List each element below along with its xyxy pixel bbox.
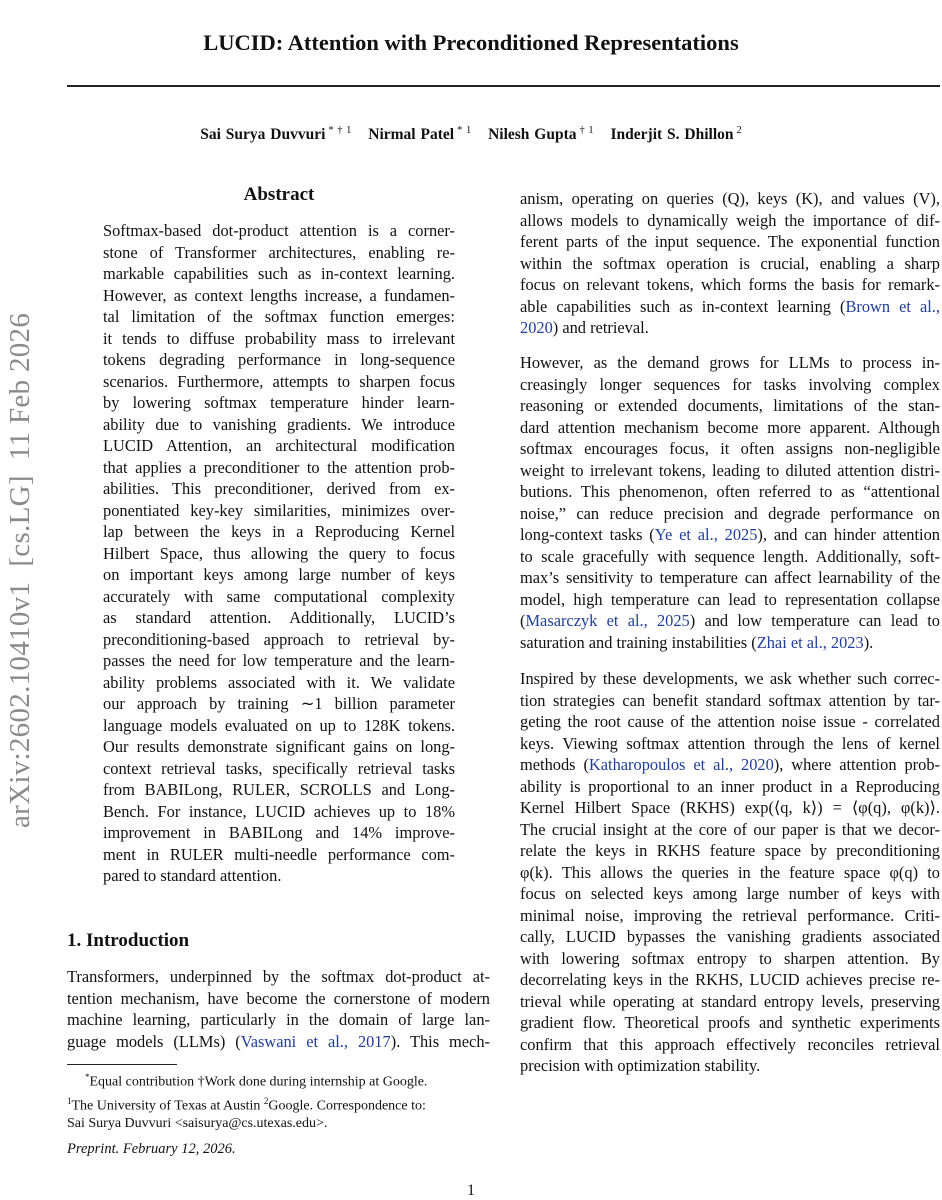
line-text: our approach by training ∼1 billion parameter	[103, 694, 455, 713]
text-line	[520, 374, 940, 396]
line-text: saturation and training instabilities (	[520, 632, 757, 652]
line-text: precision with optimization stability.	[520, 1056, 761, 1075]
line-text: long-context tasks (	[520, 525, 655, 544]
text-line	[103, 285, 455, 307]
line-text: Our results demonstrate significant gains on long-	[103, 737, 455, 756]
line-text: on important keys among large number of keys	[103, 565, 455, 584]
line-text: context retrieval tasks, specifically retrieval tasks	[103, 758, 455, 778]
line-text: decorrelating keys in the RKHS, LUCID achieves precise re-	[520, 970, 940, 989]
line-text: However, as context lengths increase, a fundamen-	[103, 285, 455, 305]
line-text: tal limitation of the softmax function emerges:	[103, 307, 455, 326]
text-line	[103, 306, 455, 328]
arxiv-identifier: arXiv:2602.10410v1 [cs.LG] 11 Feb 2026	[4, 312, 36, 828]
text-line	[67, 1009, 490, 1031]
line-text: ment in RULER multi-needle performance com-	[103, 844, 455, 864]
footnote-affiliations	[67, 1092, 490, 1116]
text-line	[520, 905, 940, 927]
line-text: LUCID Attention, an architectural modification	[103, 436, 455, 455]
line-text: methods (	[520, 755, 589, 774]
introduction-paragraph	[67, 966, 490, 1052]
line-text: with lowering softmax entropy to sharpen attention. By	[520, 948, 940, 968]
body-paragraph	[520, 668, 940, 1077]
line-text: The crucial insight at the core of our paper is that we decor-	[520, 819, 940, 839]
author-marks: * † 1	[328, 125, 352, 136]
footnote-mark: 1	[67, 1095, 72, 1106]
text-line	[103, 263, 455, 285]
author	[611, 126, 742, 143]
text-line	[520, 274, 940, 296]
author-marks: 2	[736, 125, 742, 136]
text-line	[520, 776, 940, 798]
page-number: 1	[467, 1182, 475, 1199]
line-text: abilities. This preconditioner, derived from ex-	[103, 479, 455, 498]
text-line	[103, 242, 455, 264]
footnote-text: The University of Texas at Austin	[71, 1098, 264, 1114]
text-line	[520, 524, 940, 546]
text-line	[67, 966, 490, 988]
preprint-notice: Preprint. February 12, 2026.	[67, 1141, 236, 1157]
text-line	[103, 564, 455, 586]
text-line	[520, 926, 940, 948]
line-text: that applies a preconditioner to the attention prob-	[103, 457, 455, 477]
text-line	[103, 650, 455, 672]
text-line	[520, 317, 940, 339]
text-line	[520, 711, 940, 733]
text-line	[103, 371, 455, 393]
text-line	[520, 819, 940, 841]
body-paragraph	[520, 188, 940, 339]
footnote-text: Google. Correspondence to:	[268, 1098, 426, 1114]
line-text: ferent parts of the input sequence. The exponential function	[520, 232, 940, 251]
line-text: Bench. For instance, LUCID achieves up to 18%	[103, 801, 455, 821]
text-line	[520, 632, 940, 654]
text-line	[520, 188, 940, 210]
text-line	[520, 754, 940, 776]
section-heading-introduction: 1. Introduction	[67, 930, 190, 951]
text-line	[103, 392, 455, 414]
line-text: dard attention mechanism become more apparent. Although	[520, 417, 940, 437]
footnote-mark: *	[85, 1072, 90, 1082]
footnote-equal-contribution	[67, 1068, 490, 1092]
text-line	[103, 500, 455, 522]
line-text: focus on relevant tokens, which forms the basis for remark-	[520, 275, 940, 294]
text-line	[103, 586, 455, 608]
text-line	[103, 758, 455, 780]
line-text: cally, LUCID bypasses the vanishing gradients associated	[520, 927, 940, 946]
text-line	[520, 840, 940, 862]
text-line	[520, 395, 940, 417]
text-line	[520, 231, 940, 253]
text-line	[520, 438, 940, 460]
line-text: ).	[863, 632, 874, 652]
line-text: trieval while operating at standard entropy levels, preserving	[520, 991, 940, 1011]
text-line	[67, 988, 490, 1010]
line-text: weight to irrelevant tokens, leading to diluted attention distri-	[520, 460, 940, 480]
text-line	[103, 779, 455, 801]
line-text: Hilbert Space, thus allowing the query to focus	[103, 543, 455, 563]
footnote-mark: 2	[263, 1095, 269, 1106]
citation-link[interactable]: Ye et al., 2025	[654, 525, 758, 544]
author	[368, 126, 471, 143]
line-text: by lowering softmax temperature hinder learn-	[103, 393, 455, 412]
text-line	[520, 253, 940, 275]
line-text: Inspired by these developments, we ask whether such correc-	[520, 669, 940, 688]
line-text: machine learning, particularly in the domain of large lan-	[67, 1010, 490, 1029]
text-line	[520, 797, 940, 819]
text-line	[103, 715, 455, 737]
author-name: Sai Surya Duvvuri	[200, 126, 326, 144]
text-line	[103, 693, 455, 715]
line-text: ), and can hinder attention	[757, 525, 940, 544]
line-text: from BABILong, RULER, SCROLLS and Long-	[103, 780, 455, 799]
line-text: Transformers, underpinned by the softmax dot-product at-	[67, 967, 490, 986]
footnote-correspondence: Sai Surya Duvvuri <saisurya@cs.utexas.edu>.	[67, 1116, 328, 1132]
line-text: preconditioning-based approach to retrieval by-	[103, 629, 455, 649]
line-text: anism, operating on queries (Q), keys (K), and values (V),	[520, 189, 940, 208]
line-text: Kernel Hilbert Space (RKHS) exp(⟨q, k⟩) = ⟨φ(q), φ(k)⟩.	[520, 798, 940, 817]
author-marks: † 1	[579, 125, 594, 136]
line-text: passes the need for low temperature and the learn-	[103, 651, 455, 670]
text-line	[520, 503, 940, 525]
text-line	[103, 672, 455, 694]
citation-link[interactable]: 2020	[520, 318, 553, 337]
text-line	[103, 844, 455, 866]
text-line	[520, 969, 940, 991]
text-line	[520, 481, 940, 503]
line-text: gradient flow. Theoretical proofs and synthetic experiments	[520, 1013, 940, 1032]
line-text: guage models (LLMs) (	[67, 1031, 241, 1051]
line-text: softmax encourages focus, it often assigns non-negligible	[520, 439, 940, 458]
text-line	[103, 478, 455, 500]
text-line	[520, 610, 940, 632]
line-text: ) and low temperature can lead to	[689, 611, 940, 630]
text-line	[520, 417, 940, 439]
body-paragraph	[520, 352, 940, 653]
line-text: within the softmax operation is crucial, enabling a sharp	[520, 253, 940, 273]
text-line	[103, 607, 455, 629]
text-line	[103, 543, 455, 565]
line-text: creasingly longer sequences for tasks involving complex	[520, 374, 940, 394]
line-text: pared to standard attention.	[103, 866, 282, 885]
text-line	[103, 801, 455, 823]
line-text: tokens degrading performance in long-sequence	[103, 350, 455, 369]
text-line	[103, 736, 455, 758]
line-text: minimal noise, improving the retrieval performance. Criti-	[520, 905, 940, 925]
line-text: improvement in BABILong and 14% improve-	[103, 823, 455, 842]
line-text: stone of Transformer architectures, enabling re-	[103, 242, 455, 262]
line-text: ) and retrieval.	[552, 318, 649, 337]
text-line	[103, 349, 455, 371]
line-text: to scale gracefully with sequence length. Additionally, soft-	[520, 546, 940, 566]
line-text: ), where attention prob-	[773, 755, 940, 774]
line-text: However, as the demand grows for LLMs to process in-	[520, 353, 940, 372]
text-line	[103, 629, 455, 651]
line-text: tention mechanism, have become the cornerstone of modern	[67, 988, 490, 1008]
citation-link[interactable]: Zhai et al., 2023	[756, 632, 864, 652]
text-line	[520, 883, 940, 905]
text-line	[520, 733, 940, 755]
text-line	[520, 1012, 940, 1034]
text-line	[520, 668, 940, 690]
line-text: ability is proportional to an inner product in a Reproducing	[520, 776, 940, 796]
text-line	[520, 1034, 940, 1056]
citation-link[interactable]: Masarczyk et al., 2025	[525, 611, 690, 630]
line-text: geting the root cause of the attention noise issue - correlated	[520, 712, 940, 731]
text-line	[520, 862, 940, 884]
paper-title: LUCID: Attention with Preconditioned Representations	[203, 30, 739, 55]
line-text: lap between the keys in a Reproducing Kernel	[103, 522, 455, 541]
line-text: accurately with same computational complexity	[103, 586, 455, 606]
author	[488, 126, 594, 143]
line-text: scenarios. Furthermore, attempts to sharpen focus	[103, 371, 455, 391]
line-text: φ(k). This allows the queries in the feature space φ(q) to	[520, 862, 940, 882]
line-text: able capabilities such as in-context learning (	[520, 296, 846, 316]
line-text: keys. Viewing softmax attention through the lens of kernel	[520, 733, 940, 753]
footnote-rule	[67, 1064, 177, 1065]
text-line	[520, 991, 940, 1013]
author-marks: * 1	[457, 125, 472, 136]
line-text: noise,” can reduce precision and degrade performance on	[520, 503, 940, 523]
line-text: markable capabilities such as in-context learning.	[103, 264, 455, 283]
text-line	[520, 296, 940, 318]
line-text: as standard attention. Additionally, LUCID’s	[103, 608, 455, 627]
line-text: Softmax-based dot-product attention is a corner-	[103, 221, 455, 240]
text-line	[520, 460, 940, 482]
citation-link[interactable]: Vaswani et al., 2017	[240, 1031, 391, 1051]
text-line	[520, 1055, 940, 1077]
line-text: (	[520, 611, 526, 630]
text-line	[103, 865, 455, 887]
author-name: Nilesh Gupta	[488, 126, 577, 144]
line-text: it tends to diffuse probability mass to irrelevant	[103, 328, 455, 348]
citation-link[interactable]: Katharopoulos et al., 2020	[588, 755, 774, 774]
line-text: relate the keys in RKHS feature space by preconditioning	[520, 841, 940, 860]
footnote-text: Equal contribution †Work done during internship at Google.	[89, 1074, 428, 1090]
text-line	[520, 546, 940, 568]
footnotes	[67, 1068, 490, 1133]
text-line	[520, 589, 940, 611]
line-text: ). This mech-	[390, 1031, 490, 1051]
text-line	[520, 690, 940, 712]
text-line	[103, 220, 455, 242]
text-line	[103, 435, 455, 457]
line-text: focus on selected keys among large number of keys with	[520, 884, 940, 903]
text-line	[103, 328, 455, 350]
line-text: confirm that this approach effectively reconciles retrieval	[520, 1034, 940, 1054]
line-text: ponentiated key-key similarities, minimizes over-	[103, 500, 455, 520]
line-text: allows models to dynamically weigh the importance of dif-	[520, 210, 940, 230]
text-line	[520, 948, 940, 970]
text-line	[520, 567, 940, 589]
author-list	[0, 125, 942, 144]
line-text: language models evaluated on up to 128K tokens.	[103, 715, 455, 735]
line-text: ability due to vanishing gradients. We introduce	[103, 414, 455, 434]
text-line	[520, 210, 940, 232]
text-line	[103, 457, 455, 479]
line-text: model, high temperature can lead to representation collapse	[520, 589, 940, 609]
abstract-body	[103, 220, 455, 887]
author	[200, 126, 351, 143]
title-rule	[67, 85, 940, 87]
text-line	[103, 414, 455, 436]
line-text: tion strategies can benefit standard softmax attention by tar-	[520, 690, 940, 710]
citation-link[interactable]: Brown et al.,	[845, 296, 940, 316]
line-text: reasoning or extended documents, limitations of the stan-	[520, 396, 940, 415]
text-line	[103, 822, 455, 844]
text-line	[103, 521, 455, 543]
line-text: ability problems associated with it. We validate	[103, 672, 455, 692]
line-text: max’s sensitivity to temperature can affect learnability of the	[520, 568, 940, 587]
author-name: Nirmal Patel	[368, 126, 455, 144]
author-name: Inderjit S. Dhillon	[610, 126, 734, 144]
line-text: butions. This phenomenon, often referred to as “attentional	[520, 482, 940, 501]
text-line	[67, 1031, 490, 1053]
text-line	[520, 352, 940, 374]
abstract-heading: Abstract	[243, 184, 315, 205]
